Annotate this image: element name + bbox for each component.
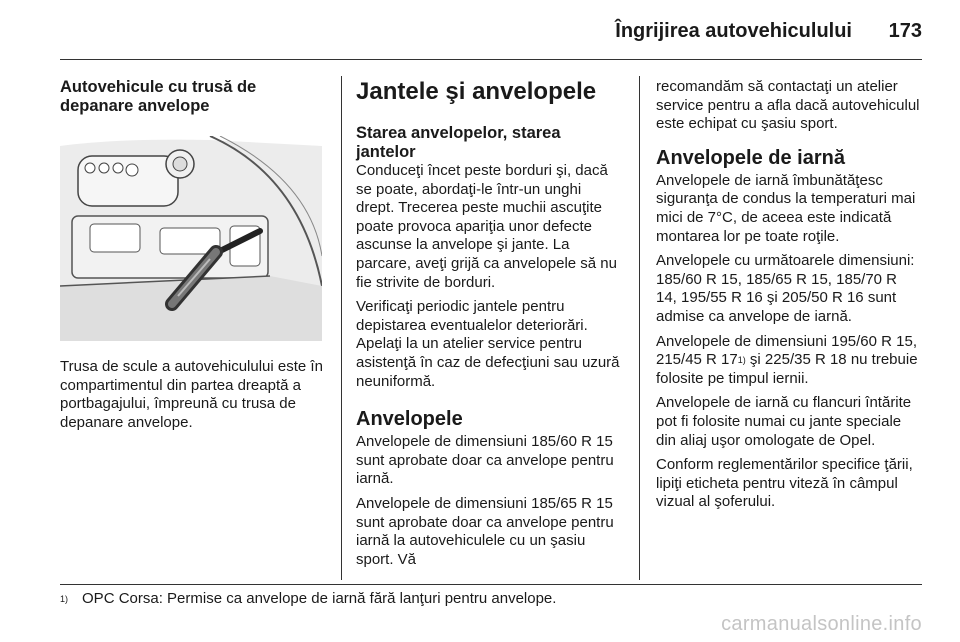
section-heading-tyre-repair-kit: Autovehicule cu trusă de depanare anvelope [60, 78, 257, 115]
page-number: 173 [888, 20, 922, 42]
paragraph-continued: recomandăm să contactaţi un atelier service pentru a afla dacă autovehiculul este echipat cu şasiu sport. [656, 78, 920, 133]
footnote [60, 590, 556, 608]
header-title: Îngrijirea autovehiculului [615, 20, 852, 42]
section-heading-winter-tyres: Anvelopele de iarnă [656, 146, 845, 169]
column-divider-1 [341, 76, 342, 580]
column-3 [656, 78, 922, 518]
paragraph-not-for-winter [656, 333, 922, 389]
column-divider-2 [639, 76, 640, 580]
section-heading-tyres: Anvelopele [356, 408, 463, 431]
column-2 [356, 78, 623, 575]
paragraph-winter-safety: Anvelopele de iarnă îmbunătăţesc siguranţa de condus la temperaturi mai mici de 7°C, de aceea este indicată montarea lor pe toate roţile. [656, 171, 916, 245]
column-1 [60, 78, 324, 438]
footnote-rule [60, 584, 922, 585]
header-rule [60, 59, 922, 60]
paragraph-185-65: Anvelopele de dimensiuni 185/65 R 15 sunt aprobate doar ca anvelope pentru iarnă la autovehiculele cu un şasiu sport. Vă [356, 494, 614, 568]
footnote-text: OPC Corsa: Permise ca anvelope de iarnă fără lanţuri pentru anvelope. [82, 590, 557, 607]
chapter-heading-wheels-tyres: Jantele şi anvelopele [356, 78, 597, 105]
paragraph-check-wheels: Verificaţi periodic jantele pentru depistarea eventualelor deteriorări. Apelaţi la un atelier service pentru asistenţă în caz de defecţiuni sau uzură neuniformă. [356, 298, 620, 390]
footnote-mark: 1) [60, 594, 69, 604]
section-heading-tyre-condition: Starea anvelopelor, starea jantelor [356, 124, 561, 161]
paragraph-speed-label: Conform reglementărilor specifice ţării, lipiţi eticheta pentru viteză în câmpul vizual al şoferului. [656, 456, 913, 511]
paragraph-curbs: Conduceţi încet peste borduri şi, dacă se poate, abordaţi-le într-un unghi drept. Trecerea peste muchii ascuţite poate provoca apariţia unor defecte ascunse la anvelope şi jante. La parcare, aveţi grijă ca anvelopele să nu fie strivite de borduri. [356, 162, 617, 291]
trunk-tool-kit-illustration [60, 136, 322, 341]
paragraph-text-b: şi 225/35 R 18 nu trebuie folosite pe timpul iernii. [656, 351, 918, 387]
watermark: carmanualsonline.info [721, 613, 922, 635]
illustration-caption: Trusa de scule a autovehiculului este în compartimentul din partea dreaptă a portbagajului, împreună cu trusa de depanare anvelope. [60, 358, 323, 431]
paragraph-reinforced-sidewalls: Anvelopele de iarnă cu flancuri întărite pot fi folosite numai cu jante speciale din aliaj uşor omologate de Opel. [656, 394, 912, 449]
page-header [60, 14, 922, 54]
paragraph-text-a: Anvelopele de dimensiuni 195/60 R 15, 215/45 R 17 [656, 332, 918, 369]
paragraph-approved-sizes: Anvelopele cu următoarele dimensiuni: 185/60 R 15, 185/65 R 15, 185/70 R 14, 195/55 R 16 şi 205/50 R 16 sunt admise ca anvelope de iarnă. [656, 252, 915, 325]
paragraph-185-60: Anvelopele de dimensiuni 185/60 R 15 sunt aprobate doar ca anvelope pentru iarnă. [356, 433, 614, 488]
footnote-reference[interactable]: 1) [737, 355, 746, 366]
